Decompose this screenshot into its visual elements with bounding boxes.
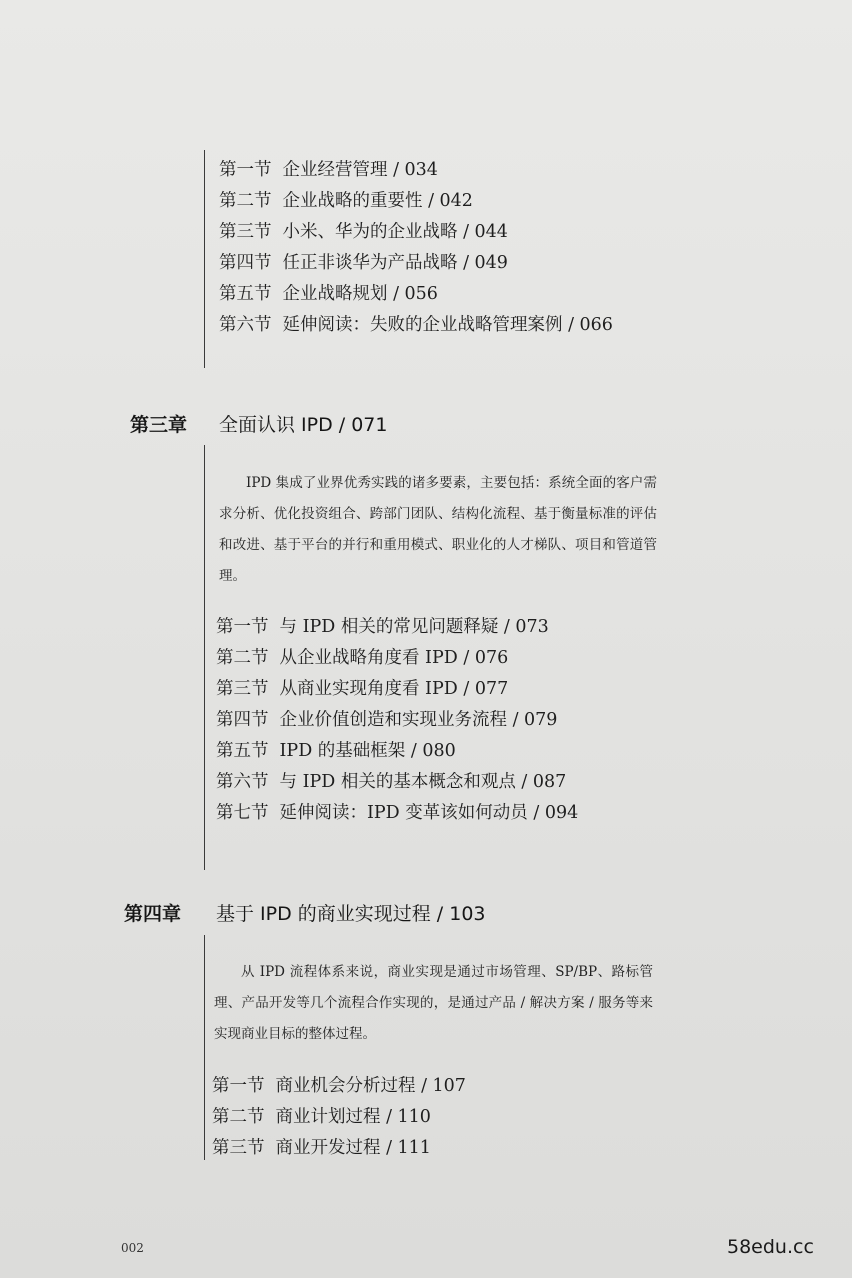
toc-item-separator: /: [380, 1107, 398, 1127]
toc-item: [216, 767, 578, 798]
toc-item-title: 从商业实现角度看 IPD: [279, 679, 458, 699]
toc-item-page: 042: [439, 191, 473, 211]
toc-item-separator: /: [527, 803, 545, 823]
toc-item-separator: /: [422, 191, 440, 211]
chapter4-intro: 从 IPD 流程体系来说，商业实现是通过市场管理、SP/BP、路标管理、产品开发等几个流程合作实现的，是通过产品 / 解决方案 / 服务等来实现商业目标的整体过程。: [214, 964, 653, 1042]
toc-item-title: 企业战略的重要性: [282, 191, 423, 211]
toc-item-label: 第二节: [216, 648, 269, 668]
toc-item-separator: /: [380, 1138, 398, 1158]
toc-item-page: 076: [474, 648, 509, 668]
toc-item-label: 第四节: [219, 253, 272, 273]
toc-item: [216, 612, 578, 643]
toc-item-title: 与 IPD 相关的基本概念和观点: [279, 772, 516, 792]
toc-item-page: 034: [404, 160, 438, 180]
toc-item-title: 企业价值创造和实现业务流程: [279, 710, 507, 730]
toc-item-separator: /: [498, 617, 516, 637]
toc-item-title: 延伸阅读：IPD 变革该如何动员: [279, 803, 528, 823]
toc-item-page: 080: [422, 741, 456, 761]
toc-item-label: 第一节: [219, 160, 272, 180]
toc-item-separator: /: [415, 1076, 433, 1096]
toc-item: [219, 310, 613, 341]
toc-item-page: 094: [544, 803, 579, 823]
toc-item-separator: /: [457, 222, 475, 242]
toc-item-label: 第七节: [216, 803, 269, 823]
toc-item-label: 第二节: [219, 191, 272, 211]
toc-item-page: 077: [474, 679, 509, 699]
toc-item-title: 商业机会分析过程: [275, 1076, 416, 1096]
toc-item: [212, 1102, 466, 1133]
chapter3-label: 第三章: [130, 414, 188, 436]
toc-item-separator: /: [387, 160, 405, 180]
toc-item-title: 从企业战略角度看 IPD: [279, 648, 458, 668]
chapter4-label: 第四章: [124, 903, 182, 925]
toc-item-title: 延伸阅读：失败的企业战略管理案例: [282, 315, 563, 335]
toc-item-separator: /: [507, 710, 525, 730]
toc-item-separator: /: [457, 253, 475, 273]
toc-item: [216, 643, 578, 674]
toc-item-page: 044: [474, 222, 508, 242]
toc-item-page: 066: [579, 315, 613, 335]
toc-item-separator: /: [457, 648, 475, 668]
chapter4-title: 基于 IPD 的商业实现过程 / 103: [216, 903, 486, 925]
toc-item-title: IPD 的基础框架: [279, 741, 406, 761]
chapter3-title: 全面认识 IPD / 071: [219, 414, 388, 436]
divider-line-top: [204, 150, 205, 368]
toc-item: [216, 798, 578, 829]
chapter3-section-list: [216, 612, 578, 829]
toc-item: [212, 1133, 466, 1164]
toc-item-label: 第三节: [219, 222, 272, 242]
divider-line-chapter3: [204, 445, 205, 870]
toc-item-title: 商业计划过程: [275, 1107, 381, 1127]
toc-item-title: 任正非谈华为产品战略: [282, 253, 458, 273]
toc-item-separator: /: [515, 772, 533, 792]
toc-item-separator: /: [405, 741, 423, 761]
toc-item: [216, 736, 578, 767]
toc-item-title: 企业战略规划: [282, 284, 388, 304]
chapter4-section-list: [212, 1071, 466, 1164]
toc-item-title: 小米、华为的企业战略: [282, 222, 458, 242]
toc-item-page: 049: [474, 253, 508, 273]
toc-top-list: [219, 155, 613, 341]
toc-item-label: 第四节: [216, 710, 269, 730]
toc-item-page: 073: [515, 617, 549, 637]
toc-item: [219, 217, 613, 248]
toc-item-label: 第一节: [216, 617, 269, 637]
toc-item-page: 111: [397, 1138, 431, 1158]
toc-item: [219, 186, 613, 217]
page-number: 002: [121, 1241, 144, 1255]
toc-item-label: 第五节: [219, 284, 272, 304]
toc-item: [219, 155, 613, 186]
toc-item: [216, 674, 578, 705]
chapter3-intro: IPD 集成了业界优秀实践的诸多要素，主要包括：系统全面的客户需求分析、优化投资组合、跨部门团队、结构化流程、基于衡量标准的评估和改进、基于平台的并行和重用模式、职业化的人才梯队、项目和管道管理。: [219, 475, 657, 584]
toc-item-title: 与 IPD 相关的常见问题释疑: [279, 617, 499, 637]
toc-item-page: 107: [432, 1076, 466, 1096]
toc-item-separator: /: [387, 284, 405, 304]
watermark: 58edu.cc: [727, 1236, 814, 1258]
toc-item-title: 商业开发过程: [275, 1138, 381, 1158]
toc-item-page: 079: [524, 710, 558, 730]
toc-item-separator: /: [457, 679, 475, 699]
toc-item-separator: /: [562, 315, 580, 335]
toc-item-label: 第六节: [219, 315, 272, 335]
toc-item-label: 第三节: [216, 679, 269, 699]
toc-item-label: 第五节: [216, 741, 269, 761]
toc-item: [216, 705, 578, 736]
toc-item-label: 第一节: [212, 1076, 265, 1096]
toc-item-label: 第二节: [212, 1107, 265, 1127]
toc-item: [219, 248, 613, 279]
toc-item-page: 056: [404, 284, 438, 304]
toc-item: [219, 279, 613, 310]
toc-item-label: 第六节: [216, 772, 269, 792]
toc-item-title: 企业经营管理: [282, 160, 388, 180]
toc-item: [212, 1071, 466, 1102]
toc-item-label: 第三节: [212, 1138, 265, 1158]
divider-line-chapter4: [204, 935, 205, 1160]
toc-item-page: 110: [397, 1107, 431, 1127]
toc-item-page: 087: [532, 772, 567, 792]
